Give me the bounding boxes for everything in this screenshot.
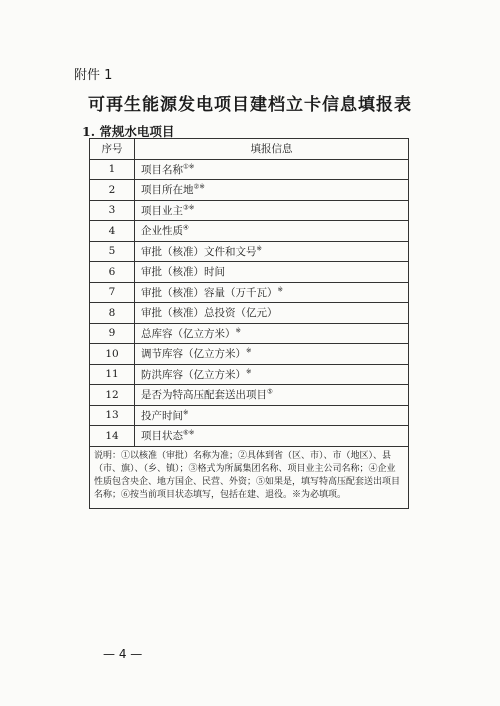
row-number: 13 (90, 405, 135, 426)
row-number: 7 (90, 282, 135, 303)
row-item (135, 159, 409, 180)
row-item (135, 364, 409, 385)
row-footnote-mark: ①※ (183, 162, 195, 171)
table-row (90, 303, 409, 324)
row-footnote-mark: ④ (183, 223, 189, 232)
row-number: 1 (90, 159, 135, 180)
row-footnote-mark: ※ (246, 346, 252, 355)
table-row (90, 159, 409, 180)
attachment-label: 附件 1 (74, 68, 113, 83)
row-footnote-mark: ※ (277, 285, 283, 294)
row-number: 12 (90, 385, 135, 406)
table-row (90, 241, 409, 262)
section-title: 1. 常规水电项目 (82, 124, 175, 139)
row-label: 项目所在地 (141, 184, 194, 197)
row-footnote-mark: ※ (183, 408, 189, 417)
row-number: 14 (90, 426, 135, 447)
table-row (90, 405, 409, 426)
row-item (135, 262, 409, 283)
row-label: 审批（核准）文件和文号 (141, 245, 257, 258)
row-number: 5 (90, 241, 135, 262)
row-footnote-mark: ②※ (193, 182, 205, 191)
row-number: 8 (90, 303, 135, 324)
row-label: 调节库容（亿立方米） (141, 348, 246, 361)
info-table (89, 138, 409, 509)
row-item (135, 385, 409, 406)
row-footnote-mark: ③※ (183, 203, 195, 212)
table-row (90, 426, 409, 447)
row-item (135, 426, 409, 447)
row-label: 审批（核准）容量（万千瓦） (141, 286, 278, 299)
row-label: 投产时间 (141, 409, 183, 422)
row-label: 审批（核准）总投资（亿元） (141, 307, 278, 320)
row-label: 审批（核准）时间 (141, 266, 225, 279)
row-number: 11 (90, 364, 135, 385)
row-item (135, 241, 409, 262)
table-row (90, 262, 409, 283)
row-number: 9 (90, 323, 135, 344)
table-row (90, 282, 409, 303)
row-number: 6 (90, 262, 135, 283)
row-number: 2 (90, 180, 135, 201)
row-number: 4 (90, 221, 135, 242)
header-info: 填报信息 (135, 139, 409, 160)
row-label: 防洪库容（亿立方米） (141, 368, 246, 381)
header-seq: 序号 (90, 139, 135, 160)
row-item (135, 344, 409, 365)
row-label: 项目业主 (141, 204, 183, 217)
row-item (135, 405, 409, 426)
row-item (135, 180, 409, 201)
table-note: 说明：①以核准（审批）名称为准；②具体到省（区、市）、市（地区）、县（市、旗）、（乡、镇）；③格式为所属集团名称、项目业主公司名称；④企业性质包含央企、地方国企、民营、外资；⑤如果是，填写特高压配套送出项目名称；⑥按当前项目状态填写，包括在建、退役。※为必填项。 (90, 446, 409, 508)
row-item (135, 303, 409, 324)
row-footnote-mark: ⑤ (267, 387, 273, 396)
row-label: 是否为特高压配套送出项目 (141, 389, 267, 402)
table-row (90, 364, 409, 385)
table-row (90, 323, 409, 344)
row-label: 项目状态 (141, 430, 183, 443)
table-row (90, 200, 409, 221)
row-item (135, 282, 409, 303)
row-footnote-mark: ※ (235, 326, 241, 335)
table-row (90, 385, 409, 406)
row-item (135, 323, 409, 344)
table-row (90, 344, 409, 365)
row-label: 项目名称 (141, 163, 183, 176)
row-item (135, 221, 409, 242)
row-label: 总库容（亿立方米） (141, 327, 236, 340)
row-footnote-mark: ⑥※ (183, 428, 195, 437)
row-footnote-mark: ※ (246, 367, 252, 376)
form-title: 可再生能源发电项目建档立卡信息填报表 (88, 95, 412, 115)
row-number: 3 (90, 200, 135, 221)
row-footnote-mark: ※ (256, 244, 262, 253)
row-number: 10 (90, 344, 135, 365)
table-row (90, 221, 409, 242)
page-number: — 4 — (103, 647, 143, 661)
table-header-row (90, 139, 409, 160)
table-row (90, 180, 409, 201)
row-label: 企业性质 (141, 225, 183, 238)
note-row (90, 446, 409, 508)
row-item (135, 200, 409, 221)
